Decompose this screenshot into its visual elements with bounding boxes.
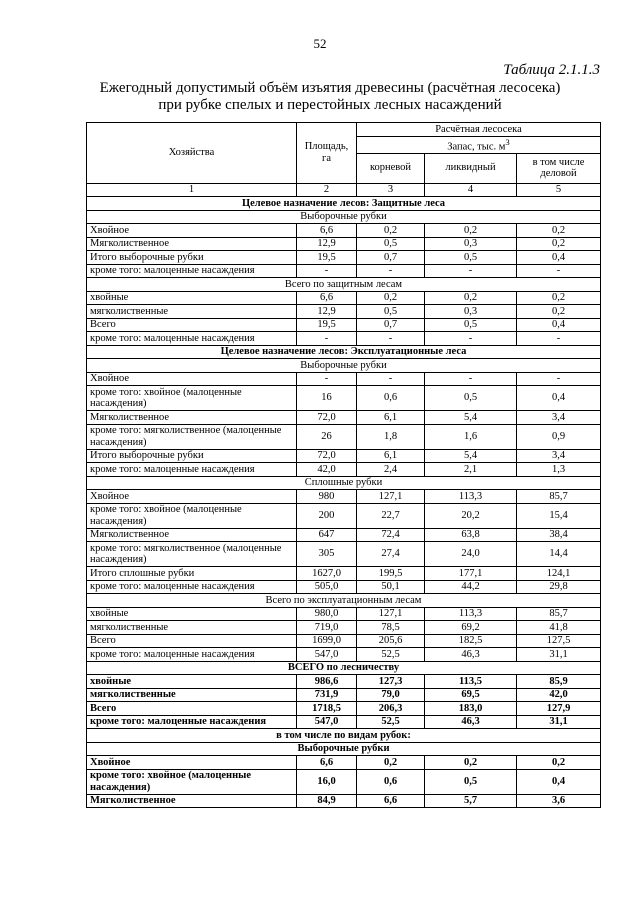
section-row — [87, 476, 601, 490]
row-value: 31,1 — [517, 648, 601, 662]
row-label: хвойные — [87, 675, 297, 689]
row-value: 19,5 — [297, 251, 357, 265]
row-value: 26 — [297, 424, 357, 449]
section-row — [87, 729, 601, 743]
row-value: 6,6 — [357, 794, 425, 808]
section-title: в том числе по видам рубок: — [87, 729, 601, 743]
section-title: Всего по эксплуатационным лесам — [87, 594, 601, 608]
row-value: 44,2 — [425, 580, 517, 594]
table-row — [87, 794, 601, 808]
row-value: 505,0 — [297, 580, 357, 594]
row-value: 0,5 — [357, 305, 425, 319]
row-value: - — [517, 372, 601, 386]
row-value: 1,3 — [517, 463, 601, 477]
table-row — [87, 503, 601, 528]
header-zapas-sup: 3 — [505, 136, 510, 147]
row-value: 5,4 — [425, 411, 517, 425]
row-label: Итого выборочные рубки — [87, 251, 297, 265]
row-label: Хвойное — [87, 372, 297, 386]
row-value: 63,8 — [425, 528, 517, 542]
row-value: 0,5 — [357, 237, 425, 251]
row-label: кроме того: малоценные насаждения — [87, 715, 297, 729]
row-value: 986,6 — [297, 675, 357, 689]
row-value: 1699,0 — [297, 634, 357, 648]
table-row — [87, 542, 601, 567]
row-value: 0,2 — [357, 291, 425, 305]
row-label: кроме того: хвойное (малоценные насаждения) — [87, 769, 297, 794]
table-row — [87, 449, 601, 463]
table-row — [87, 675, 601, 689]
table-row — [87, 580, 601, 594]
col-num-2: 2 — [297, 183, 357, 197]
row-value: 0,2 — [425, 224, 517, 238]
row-label: Мягколиственное — [87, 528, 297, 542]
row-label: кроме того: хвойное (малоценные насаждения) — [87, 386, 297, 411]
row-label: Всего — [87, 702, 297, 716]
row-value: 0,5 — [425, 769, 517, 794]
row-value: 980 — [297, 490, 357, 504]
col-num-4: 4 — [425, 183, 517, 197]
row-value: 6,6 — [297, 756, 357, 770]
header-area: Площадь, га — [297, 123, 357, 184]
row-label: хвойные — [87, 291, 297, 305]
row-value: 2,1 — [425, 463, 517, 477]
row-value: 31,1 — [517, 715, 601, 729]
row-value: 0,3 — [425, 237, 517, 251]
row-value: 22,7 — [357, 503, 425, 528]
row-value: 15,4 — [517, 503, 601, 528]
row-value: 85,7 — [517, 490, 601, 504]
row-value: 0,4 — [517, 769, 601, 794]
row-label: кроме того: мягколиственное (малоценные насаждения) — [87, 542, 297, 567]
row-value: 547,0 — [297, 648, 357, 662]
row-value: 0,7 — [357, 251, 425, 265]
row-value: 24,0 — [425, 542, 517, 567]
table-row — [87, 372, 601, 386]
row-label: мягколиственные — [87, 688, 297, 702]
row-value: 38,4 — [517, 528, 601, 542]
row-value: 3,6 — [517, 794, 601, 808]
row-value: 12,9 — [297, 305, 357, 319]
row-label: кроме того: малоценные насаждения — [87, 463, 297, 477]
row-value: 72,0 — [297, 411, 357, 425]
harvest-table — [86, 122, 601, 808]
row-value: 46,3 — [425, 715, 517, 729]
title-line-2: при рубке спелых и перестойных лесных насаждений — [158, 97, 502, 113]
row-value: 42,0 — [517, 688, 601, 702]
row-value: 0,2 — [425, 756, 517, 770]
row-value: 0,4 — [517, 386, 601, 411]
row-value: 0,2 — [517, 305, 601, 319]
row-label: мягколиственные — [87, 305, 297, 319]
table-row — [87, 621, 601, 635]
row-value: 1718,5 — [297, 702, 357, 716]
row-value: 0,6 — [357, 386, 425, 411]
row-label: Итого выборочные рубки — [87, 449, 297, 463]
table-row — [87, 424, 601, 449]
section-title: Выборочные рубки — [87, 742, 601, 756]
row-value: 0,2 — [357, 756, 425, 770]
row-value: 16 — [297, 386, 357, 411]
table-row — [87, 318, 601, 332]
col-num-1: 1 — [87, 183, 297, 197]
row-value: 0,2 — [357, 224, 425, 238]
row-value: 41,8 — [517, 621, 601, 635]
row-label: кроме того: хвойное (малоценные насаждения) — [87, 503, 297, 528]
section-title: Всего по защитным лесам — [87, 278, 601, 292]
row-value: 85,7 — [517, 607, 601, 621]
row-value: 0,4 — [517, 251, 601, 265]
row-label: кроме того: малоценные насаждения — [87, 264, 297, 278]
table-row — [87, 769, 601, 794]
row-value: 0,2 — [517, 756, 601, 770]
table-row — [87, 490, 601, 504]
row-value: 0,4 — [517, 318, 601, 332]
row-value: 113,5 — [425, 675, 517, 689]
section-title: Выборочные рубки — [87, 359, 601, 373]
row-value: - — [357, 264, 425, 278]
table-row — [87, 756, 601, 770]
row-label: кроме того: мягколиственное (малоценные насаждения) — [87, 424, 297, 449]
row-value: 0,2 — [517, 237, 601, 251]
row-value: 27,4 — [357, 542, 425, 567]
row-value: 69,2 — [425, 621, 517, 635]
table-row — [87, 528, 601, 542]
row-value: 0,2 — [517, 224, 601, 238]
row-value: 0,5 — [425, 318, 517, 332]
row-value: 2,4 — [357, 463, 425, 477]
row-value: 5,4 — [425, 449, 517, 463]
row-value: - — [297, 332, 357, 346]
section-title: Целевое назначение лесов: Эксплуатационные леса — [87, 345, 601, 359]
table-row — [87, 264, 601, 278]
row-label: Всего — [87, 634, 297, 648]
row-value: 127,3 — [357, 675, 425, 689]
table-row — [87, 634, 601, 648]
row-value: 0,2 — [517, 291, 601, 305]
row-value: 127,1 — [357, 490, 425, 504]
header-zapas — [357, 136, 601, 153]
row-label: Мягколиственное — [87, 411, 297, 425]
section-row — [87, 278, 601, 292]
table-row — [87, 463, 601, 477]
row-value: - — [357, 372, 425, 386]
row-value: 6,1 — [357, 449, 425, 463]
row-value: 719,0 — [297, 621, 357, 635]
row-value: 199,5 — [357, 567, 425, 581]
section-row — [87, 661, 601, 675]
table-row — [87, 567, 601, 581]
row-label: Хвойное — [87, 756, 297, 770]
row-label: Хвойное — [87, 224, 297, 238]
header-delov: в том числе деловой — [517, 153, 601, 183]
row-value: 72,4 — [357, 528, 425, 542]
header-likv: ликвидный — [425, 153, 517, 183]
row-value: 547,0 — [297, 715, 357, 729]
section-title: Выборочные рубки — [87, 210, 601, 224]
table-id: Таблица 2.1.1.3 — [503, 62, 600, 78]
row-value: 113,3 — [425, 490, 517, 504]
table-row — [87, 305, 601, 319]
row-value: 0,5 — [425, 386, 517, 411]
row-value: 14,4 — [517, 542, 601, 567]
row-value: 69,5 — [425, 688, 517, 702]
row-value: - — [425, 372, 517, 386]
row-value: 0,3 — [425, 305, 517, 319]
section-row — [87, 594, 601, 608]
table-row — [87, 251, 601, 265]
table-body — [87, 197, 601, 808]
row-value: 0,7 — [357, 318, 425, 332]
row-label: кроме того: малоценные насаждения — [87, 580, 297, 594]
row-value: 50,1 — [357, 580, 425, 594]
row-label: Итого сплошные рубки — [87, 567, 297, 581]
row-value: 127,5 — [517, 634, 601, 648]
row-label: Мягколиственное — [87, 237, 297, 251]
row-label: кроме того: малоценные насаждения — [87, 332, 297, 346]
section-row — [87, 345, 601, 359]
row-value: 127,1 — [357, 607, 425, 621]
col-num-3: 3 — [357, 183, 425, 197]
row-value: - — [425, 332, 517, 346]
row-value: 1,6 — [425, 424, 517, 449]
row-value: 177,1 — [425, 567, 517, 581]
section-row — [87, 742, 601, 756]
row-value: 647 — [297, 528, 357, 542]
table-title — [60, 80, 600, 114]
row-value: 731,9 — [297, 688, 357, 702]
row-value: 0,2 — [425, 291, 517, 305]
row-value: 124,1 — [517, 567, 601, 581]
row-value: - — [297, 372, 357, 386]
row-value: 6,6 — [297, 224, 357, 238]
row-value: - — [517, 264, 601, 278]
row-value: 0,9 — [517, 424, 601, 449]
section-title: Сплошные рубки — [87, 476, 601, 490]
header-rl: Расчётная лесосека — [357, 123, 601, 137]
row-value: 46,3 — [425, 648, 517, 662]
table-row — [87, 237, 601, 251]
row-value: 78,5 — [357, 621, 425, 635]
col-num-5: 5 — [517, 183, 601, 197]
row-value: 84,9 — [297, 794, 357, 808]
row-label: мягколиственные — [87, 621, 297, 635]
table-row — [87, 702, 601, 716]
section-row — [87, 197, 601, 211]
section-title: Целевое назначение лесов: Защитные леса — [87, 197, 601, 211]
row-value: 85,9 — [517, 675, 601, 689]
row-value: 200 — [297, 503, 357, 528]
row-value: 206,3 — [357, 702, 425, 716]
table-row — [87, 688, 601, 702]
row-value: 0,5 — [425, 251, 517, 265]
row-value: 6,1 — [357, 411, 425, 425]
row-value: 29,8 — [517, 580, 601, 594]
row-value: 3,4 — [517, 449, 601, 463]
row-label: Мягколиственное — [87, 794, 297, 808]
row-value: 305 — [297, 542, 357, 567]
row-value: - — [357, 332, 425, 346]
section-row — [87, 359, 601, 373]
table-row — [87, 291, 601, 305]
row-value: 1627,0 — [297, 567, 357, 581]
table-row — [87, 411, 601, 425]
row-value: 42,0 — [297, 463, 357, 477]
row-label: Всего — [87, 318, 297, 332]
row-value: 113,3 — [425, 607, 517, 621]
table-row — [87, 224, 601, 238]
row-value: - — [517, 332, 601, 346]
header-korn: корневой — [357, 153, 425, 183]
table-row — [87, 607, 601, 621]
title-line-1: Ежегодный допустимый объём изъятия древесины (расчётная лесосека) — [99, 80, 561, 96]
row-value: - — [425, 264, 517, 278]
row-value: 19,5 — [297, 318, 357, 332]
header-hoz: Хозяйства — [87, 123, 297, 184]
header-zapas-text: Запас, тыс. м — [447, 141, 506, 152]
row-value: 72,0 — [297, 449, 357, 463]
row-value: 5,7 — [425, 794, 517, 808]
table-row — [87, 332, 601, 346]
row-value: 20,2 — [425, 503, 517, 528]
row-value: 182,5 — [425, 634, 517, 648]
row-value: 12,9 — [297, 237, 357, 251]
row-value: 127,9 — [517, 702, 601, 716]
row-value: 6,6 — [297, 291, 357, 305]
row-value: 1,8 — [357, 424, 425, 449]
section-row — [87, 210, 601, 224]
section-title: ВСЕГО по лесничеству — [87, 661, 601, 675]
row-value: - — [297, 264, 357, 278]
row-label: хвойные — [87, 607, 297, 621]
row-label: Хвойное — [87, 490, 297, 504]
row-value: 205,6 — [357, 634, 425, 648]
table-row — [87, 715, 601, 729]
table-row — [87, 386, 601, 411]
row-value: 980,0 — [297, 607, 357, 621]
row-value: 79,0 — [357, 688, 425, 702]
row-value: 183,0 — [425, 702, 517, 716]
row-value: 0,6 — [357, 769, 425, 794]
row-value: 52,5 — [357, 648, 425, 662]
row-value: 3,4 — [517, 411, 601, 425]
row-value: 52,5 — [357, 715, 425, 729]
table-row — [87, 648, 601, 662]
row-value: 16,0 — [297, 769, 357, 794]
row-label: кроме того: малоценные насаждения — [87, 648, 297, 662]
page-number: 52 — [313, 36, 327, 51]
